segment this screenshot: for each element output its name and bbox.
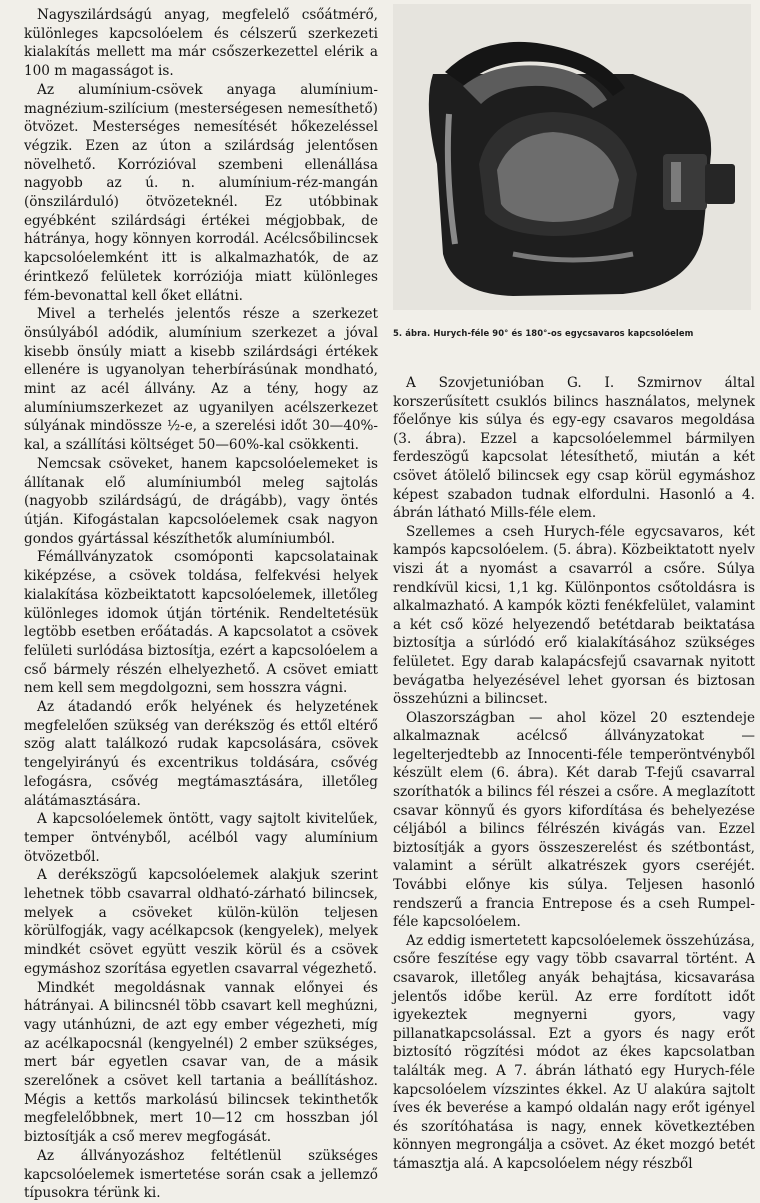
paragraph: Mindkét megoldásnak vannak előnyei és hátrányai. A bilincsnél több csavart kell meghúzni, vagy utánhúzni, de azt egy ember végezheti, míg az acélkapocsnál (kengyelnél) 2 ember szükséges, mert bár egyetlen csavar van, de a másik szerelőnek a csövet kell tartania a beállításhoz. Mégis a kettős markolású bilincsek tekinthetők megfelelőbbnek, mert 10—12 cm hosszban jól biztosítják a cső merev megfogását. (24, 979, 378, 1146)
right-column (393, 374, 755, 1174)
paragraph: A derékszögű kapcsolóelemek alakjuk szerint lehetnek több csavarral oldható-zárható bilincsek, melyek a csöveket külön-külön teljesen körülfogják, vagy acélkapcsok (kengyelek), melyek mindkét csövet együtt veszik körül és a csövek egymáshoz szorítása egyetlen csavarral végezhető. (24, 867, 378, 977)
paragraph: Mivel a terhelés jelentős része a szerkezet önsúlyából adódik, alumínium szerkezet a jóval kisebb önsúly miatt a kisebb szilárdsági értékek ellenére is ugyanolyan teherbírásúnak mondható, mint az acél állvány. Az a tény, hogy az alumíniumszerkezet az ugyanilyen acélszerkezet súlyának mindössze ½-e, a szerelési időt 30—40%-kal, a szállítási költséget 50—60%-kal csökkenti. (24, 306, 378, 454)
paragraph: Fémállványzatok csomóponti kapcsolatainak kiképzése, a csövek toldása, felfekvési helyek kialakítása közbeiktatott kapcsolóelemek, illetőleg különleges idomok útján történik. Rendeltetésük legtöbb esetben erőátadás. A kapcsolatot a csövek felületi surlódása biztosítja, ezért a kapcsolóelem a cső bármely részén elhelyezhető. A csövet emiatt nem kell sem megdolgozni, sem hosszra vágni. (24, 549, 378, 697)
paragraph: Nagyszilárdságú anyag, megfelelő csőátmérő, különleges kapcsolóelem és célszerű szerkezeti kialakítás mellett ma már csőszerkezettel elérik a 100 m magasságot is. (24, 7, 378, 80)
paragraph: Olaszországban — ahol közel 20 esztendeje alkalmaznak acélcső állványzatokat — legelterjedtebb az Innocenti-féle temperöntvényből készült elem (6. ábra). Két darab T-fejű csavarral szoríthatók a bilincs fél részei a csőre. A meglazított csavar könnyű és gyors kifordítása és behelyezése céljából a bilincs félrészén kivágás van. Ezzel biztosítják a gyors összeszerelést és szétbontást, valamint a sérült alkatrészek gyors cseréjét. További előnye kis súlya. Teljesen hasonló rendszerű a francia Entrepose és a cseh Rumpel-féle kapcsolóelem. (393, 709, 755, 931)
figure-caption: 5. ábra. Hurych-féle 90° és 180°-os egycsavaros kapcsolóelem (393, 328, 694, 338)
paragraph: Nemcsak csöveket, hanem kapcsolóelemeket is állítanak elő alumíniumból meleg sajtolás (nagyobb szilárdságú, de drágább), vagy öntés útján. Kifogástalan kapcsolóelemek csak nagyon gondos gyártással készíthetők alumíniumból. (24, 455, 378, 547)
coupler-photo (393, 4, 751, 310)
paragraph: A kapcsolóelemek öntött, vagy sajtolt kivitelűek, temper öntvényből, acélból vagy alumínium ötvözetből. (24, 811, 378, 865)
paragraph: Az állványozáshoz feltétlenül szükséges kapcsolóelemek ismertetése során csak a jellemző típusokra térünk ki. (24, 1147, 378, 1202)
paragraph: Az átadandó erők helyének és helyzetének megfelelően szükség van derékszög és ettől eltérő szög alatt találkozó rudak kapcsolására, csövek tengelyirányú és excentrikus toldására, csővég lefogásra, csővég megtámasztására, illetőleg alátámasztására. (24, 699, 378, 809)
left-column (24, 6, 378, 1203)
paragraph: Szellemes a cseh Hurych-féle egycsavaros, két kampós kapcsolóelem. (5. ábra). Közbeiktatott nyelv viszi át a nyomást a csavarról a csőre. Súlya rendkívül kicsi, 1,1 kg. Különpontos csőtoldásra is alkalmazható. A kampók közti fenékfelület, valamint a két cső közé helyezendő betétdarab beiktatása biztosítja a súrlódó erő kialakításához szükséges felületet. Egy darab kalapácsfejű csavarnak nyitott bevágatba helyezésével lehet gyorsan és biztosan összehúzni a bilincset. (393, 523, 755, 708)
paragraph: Az alumínium-csövek anyaga alumínium-magnézium-szilícium (mesterségesen nemesíthető) ötvözet. Mesterséges nemesítését hőkezeléssel végzik. Ezen az úton a szilárdság jelentősen növelhető. Korrózióval szembeni ellenállása nagyobb az ú. n. alumínium-réz-mangán (önszilárduló) ötvözeteknél. Ez utóbbinak egyébként szilárdsági értékei mégjobbak, de hátránya, hogy könnyen korrodál. Acélcsőbilincsek kapcsolóelemként itt is alkalmazhatók, de az érintkező felületek korróziója miatt különleges fém-bevonattal kell őket ellátni. (24, 81, 378, 304)
paragraph: Az eddig ismertetett kapcsolóelemek összehúzása, csőre feszítése egy vagy több csavarral történt. A csavarok, illetőleg anyák behajtása, kicsavarása jelentős időbe kerül. Az erre fordított időt igyekeztek megnyerni gyors, vagy pillanatkapcsolással. Ezt a gyors és nagy erőt biztosító rögzítési módot az ékes kapcsolatban találták meg. A 7. ábrán látható egy Hurych-féle kapcsolóelem vízszintes ékkel. Az U alakúra sajtolt íves ék beverése a kampó oldalán nagy erőt igényel és szorítóhatása is nagy, ennek következtében könnyen megrongálja a csövet. Az éket mozgó betét támasztja alá. A kapcsolóelem négy részből (393, 932, 755, 1172)
paragraph: A Szovjetunióban G. I. Szmirnov által korszerűsített csuklós bilincs használatos, melynek főelőnye kis súlya és egy-egy csavaros megoldása (3. ábra). Ezzel a kapcsolóelemmel bármilyen ferdeszögű kapcsolat létesíthető, miután a két csövet átölelő bilincsek egy csap körül egymáshoz képest szabadon tudnak elfordulni. Hasonló a 4. ábrán látható Mills-féle elem. (393, 375, 755, 522)
hurych-coupler-image (393, 4, 751, 310)
